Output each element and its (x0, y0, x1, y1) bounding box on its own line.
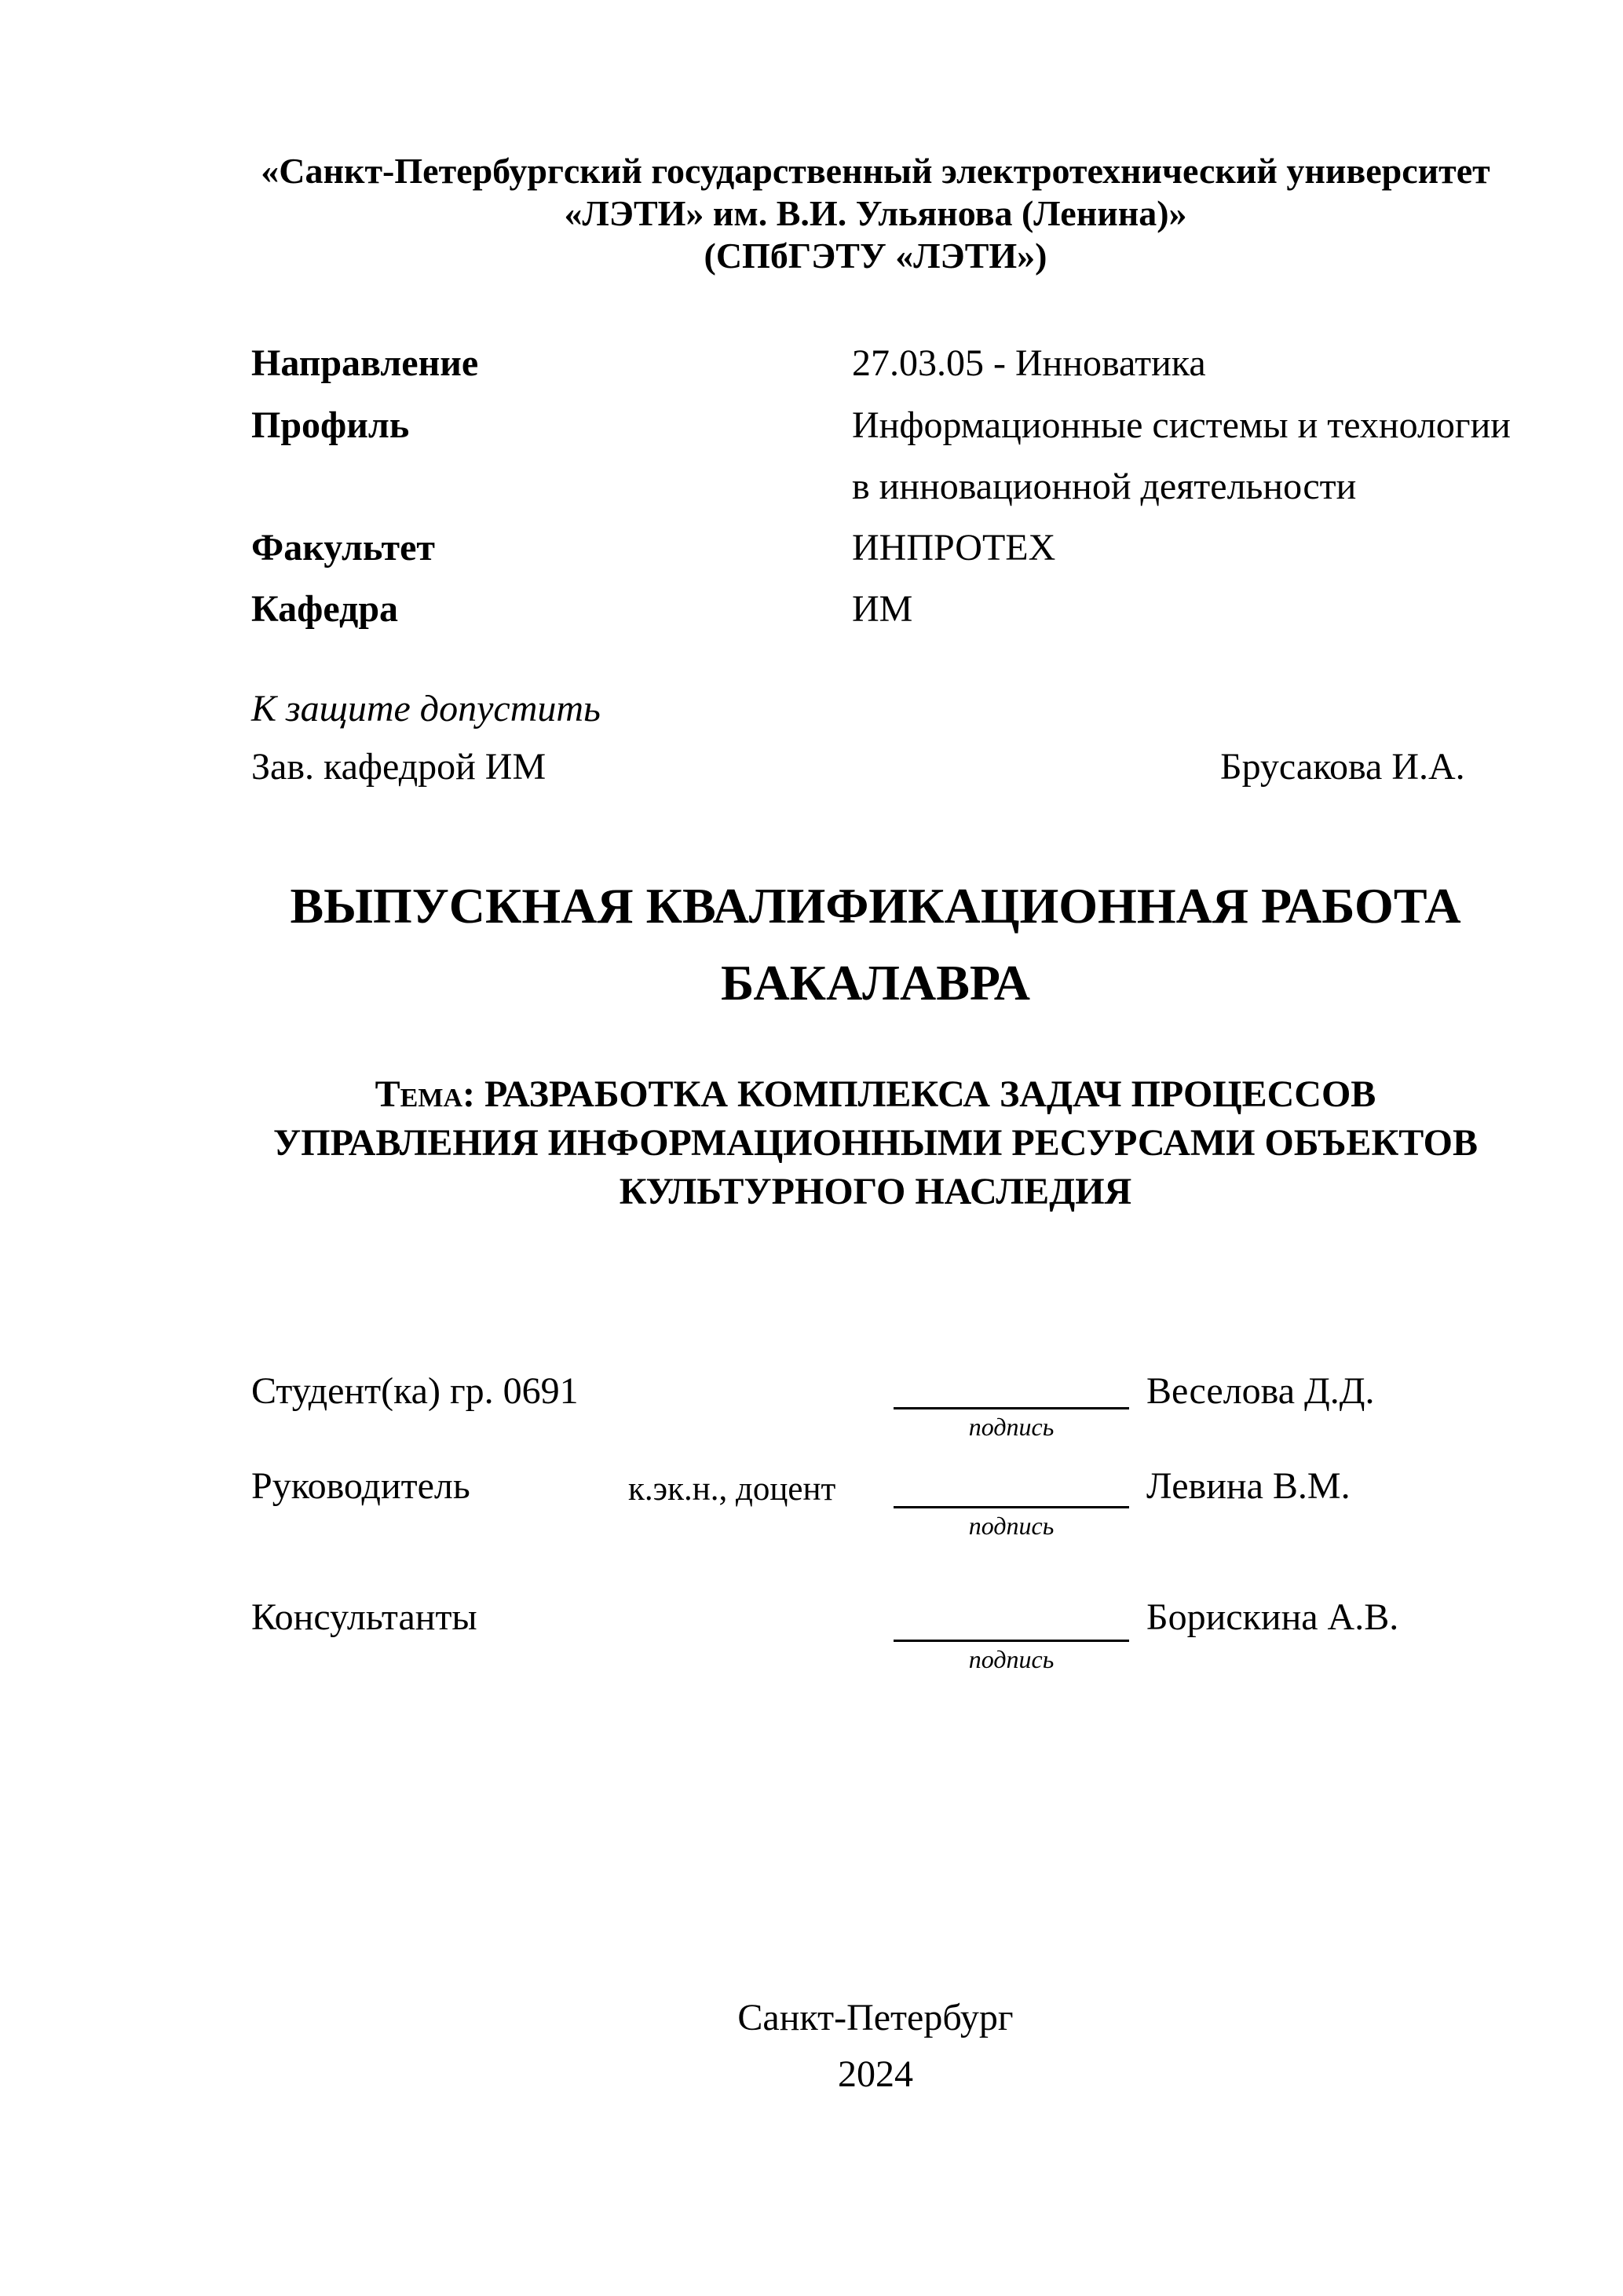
supervisor-qualification: к.эк.н., доцент (628, 1471, 836, 1508)
field-value-department: ИМ (852, 588, 913, 630)
supervisor-label: Руководитель (251, 1465, 470, 1507)
field-value-faculty: ИНПРОТЕХ (852, 527, 1056, 569)
theme-label: Тема: (375, 1073, 475, 1115)
theme-line2: УПРАВЛЕНИЯ ИНФОРМАЦИОННЫМИ РЕСУРСАМИ ОБЪЕКТОВ (273, 1122, 1478, 1164)
university-header (251, 150, 1500, 277)
supervisor-signature-caption: подпись (968, 1512, 1055, 1540)
theme-line3: КУЛЬТУРНОГО НАСЛЕДИЯ (619, 1171, 1132, 1212)
field-label-profile: Профиль (251, 404, 410, 446)
admission-phrase: К защите допустить (251, 688, 601, 729)
supervisor-name: Левина В.М. (1146, 1465, 1351, 1507)
field-label-department: Кафедра (251, 588, 399, 630)
supervisor-signature-line (894, 1506, 1129, 1508)
work-title-line2: БАКАЛАВРА (720, 955, 1031, 1011)
field-value-profile-line1: Информационные системы и технологии (852, 404, 1511, 446)
university-header-line3: (СПбГЭТУ «ЛЭТИ») (704, 236, 1047, 276)
consultants-signature-caption: подпись (968, 1645, 1055, 1673)
field-label-faculty: Факультет (251, 527, 435, 569)
field-value-direction: 27.03.05 - Инноватика (852, 342, 1206, 384)
university-header-line2: «ЛЭТИ» им. В.И. Ульянова (Ленина)» (564, 193, 1187, 233)
admission-name: Брусакова И.А. (1220, 746, 1465, 788)
student-name: Веселова Д.Д. (1146, 1370, 1375, 1412)
student-label: Студент(ка) гр. 0691 (251, 1370, 579, 1412)
theme-line1-text: РАЗРАБОТКА КОМПЛЕКСА ЗАДАЧ ПРОЦЕССОВ (484, 1073, 1376, 1115)
theme-line1 (251, 1070, 1500, 1119)
student-signature-caption: подпись (968, 1413, 1055, 1441)
university-header-line1: «Санкт-Петербургский государственный электротехнический университет (261, 151, 1490, 191)
field-value-profile-line2: в инновационной деятельности (852, 466, 1357, 507)
field-label-direction: Направление (251, 342, 479, 384)
consultants-signature-line (894, 1640, 1129, 1642)
admission-role: Зав. кафедрой ИМ (251, 746, 546, 788)
consultants-name: Борискина А.В. (1146, 1596, 1399, 1638)
work-title-line1: ВЫПУСКНАЯ КВАЛИФИКАЦИОННАЯ РАБОТА (290, 878, 1461, 934)
theme-block (251, 1070, 1500, 1216)
footer-year: 2024 (838, 2053, 913, 2095)
footer-city: Санкт-Петербург (737, 1997, 1014, 2038)
student-signature-line (894, 1407, 1129, 1409)
consultants-label: Консультанты (251, 1596, 477, 1638)
